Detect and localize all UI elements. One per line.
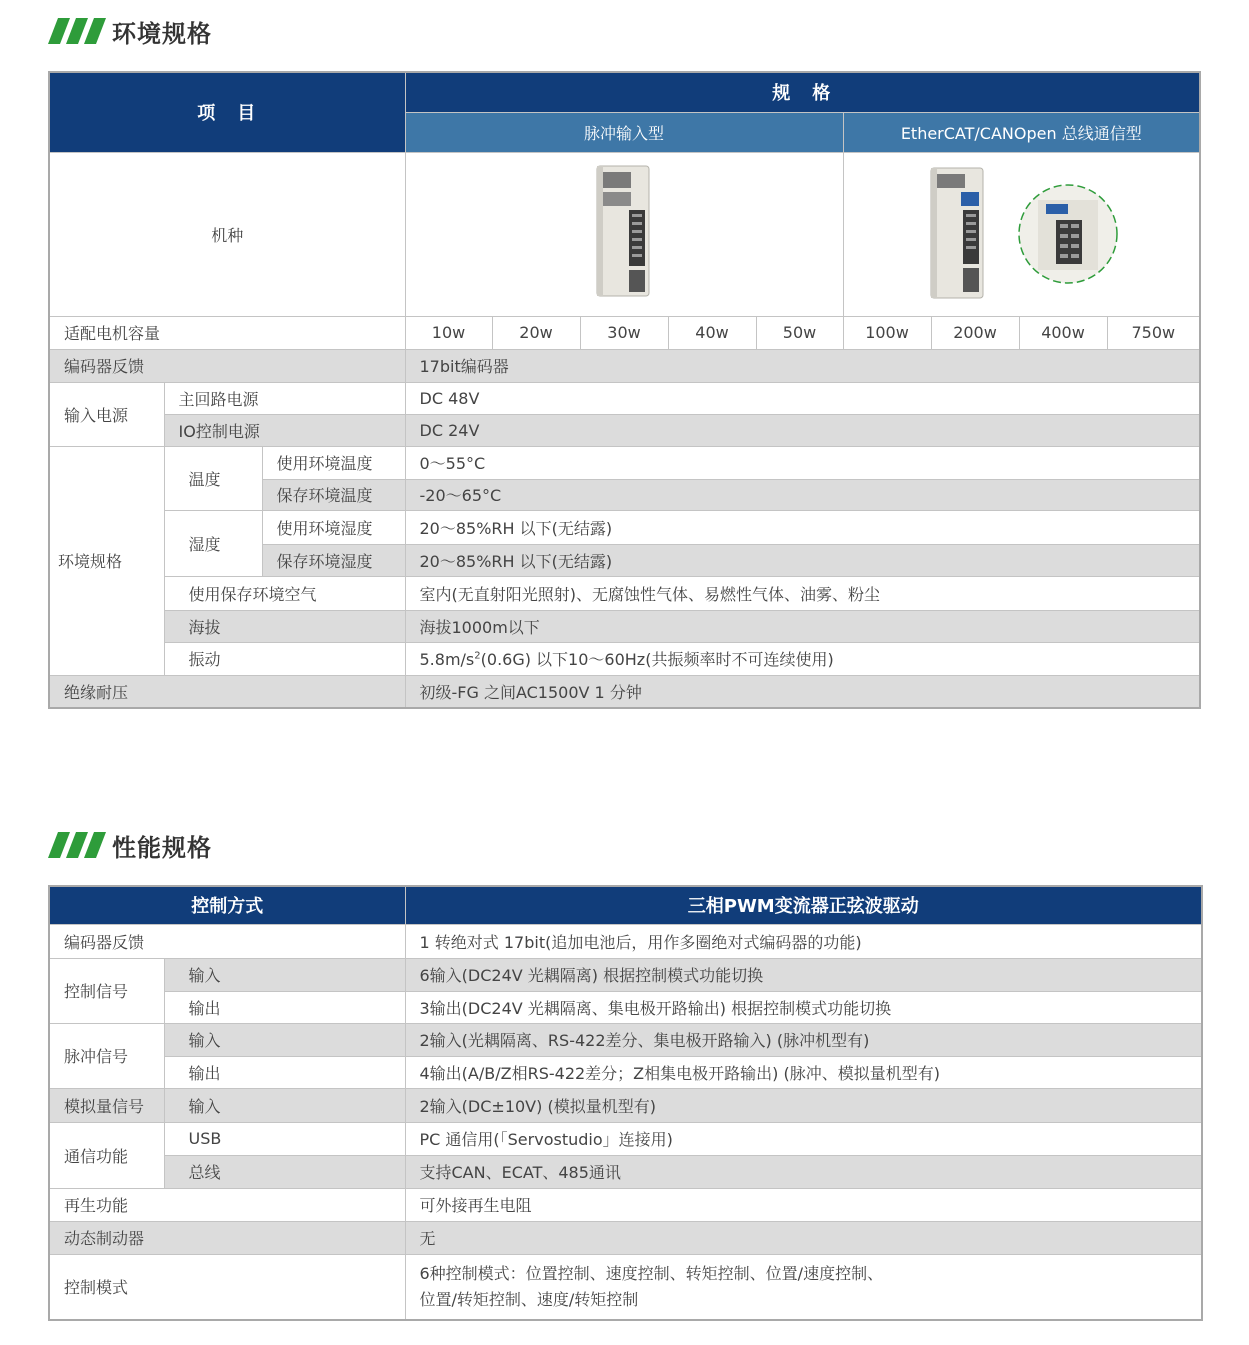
control-output-label: 输出 (164, 991, 405, 1023)
capacity-value: 100w (843, 316, 931, 349)
control-mode-line1: 6种控制模式：位置控制、速度控制、转矩控制、位置/速度控制、 (419, 1263, 884, 1283)
comm-label: 通信功能 (49, 1122, 164, 1188)
temp-label: 温度 (164, 446, 262, 510)
regen-label: 再生功能 (49, 1188, 405, 1221)
air-label: 使用保存环境空气 (164, 576, 405, 610)
stripes-logo-icon (48, 18, 106, 44)
humidity-use-value: 20～85%RH 以下(无结露) (405, 510, 1200, 544)
capacity-value: 400w (1019, 316, 1107, 349)
perf-header-left: 控制方式 (49, 886, 405, 924)
capacity-value: 10w (405, 316, 492, 349)
analog-input-value: 2输入(DC±10V) (模拟量机型有) (405, 1088, 1202, 1122)
dynamic-brake-label: 动态制动器 (49, 1221, 405, 1254)
env-section-title (48, 14, 212, 48)
control-input-value: 6输入(DC24V 光耦隔离) 根据控制模式功能切换 (405, 958, 1202, 991)
humidity-label: 湿度 (164, 510, 262, 576)
pulse-input-value: 2输入(光耦隔离、RS-422差分、集电极开路输入) (脉冲机型有) (405, 1023, 1202, 1056)
servo-drive-image (589, 162, 659, 302)
pulse-signal-label: 脉冲信号 (49, 1023, 164, 1088)
altitude-label: 海拔 (164, 610, 405, 642)
capacity-value: 30w (580, 316, 668, 349)
stripes-logo-icon (48, 832, 106, 858)
main-power-label: 主回路电源 (164, 382, 405, 414)
env-spec-table (48, 71, 1201, 709)
perf-section-title (48, 828, 212, 862)
pulse-input-label: 输入 (164, 1023, 405, 1056)
environment-label: 环境规格 (49, 446, 164, 675)
control-mode-label: 控制模式 (49, 1254, 405, 1320)
dynamic-brake-value: 无 (405, 1221, 1202, 1254)
pulse-drive-image (405, 152, 843, 316)
perf-spec-table (48, 885, 1203, 1321)
header-pulse-type: 脉冲输入型 (405, 112, 843, 152)
humidity-use-label: 使用环境湿度 (262, 510, 405, 544)
header-item: 项 目 (49, 72, 405, 152)
perf-title: 性能规格 (112, 833, 212, 862)
capacity-value: 50w (756, 316, 843, 349)
control-mode-value (405, 1254, 1202, 1320)
header-spec: 规 格 (405, 72, 1200, 112)
motor-capacity-label: 适配电机容量 (49, 316, 405, 349)
humidity-store-value: 20～85%RH 以下(无结露) (405, 544, 1200, 576)
perf-encoder-value: 1 转绝对式 17bit(追加电池后，用作多圈绝对式编码器的功能) (405, 924, 1202, 958)
temp-use-label: 使用环境温度 (262, 446, 405, 479)
analog-input-label: 输入 (164, 1088, 405, 1122)
main-power-value: DC 48V (405, 382, 1200, 414)
analog-signal-label: 模拟量信号 (49, 1088, 164, 1122)
perf-encoder-label: 编码器反馈 (49, 924, 405, 958)
insulation-value: 初级-FG 之间AC1500V 1 分钟 (405, 675, 1200, 708)
vibration-value-b: (0.6G) 以下10～60Hz(共振频率时不可连续使用) (480, 650, 834, 669)
bus-value: 支持CAN、ECAT、485通讯 (405, 1155, 1202, 1188)
control-output-value: 3输出(DC24V 光耦隔离、集电极开路输出) 根据控制模式功能切换 (405, 991, 1202, 1023)
temp-use-value: 0～55°C (405, 446, 1200, 479)
humidity-store-label: 保存环境湿度 (262, 544, 405, 576)
altitude-value: 海拔1000m以下 (405, 610, 1200, 642)
env-title: 环境规格 (112, 19, 212, 48)
drive-detail-zoom-image (1016, 182, 1120, 286)
capacity-value: 750w (1107, 316, 1200, 349)
capacity-value: 200w (931, 316, 1019, 349)
pulse-output-value: 4输出(A/B/Z相RS-422差分；Z相集电极开路输出) (脉冲、模拟量机型有) (405, 1056, 1202, 1088)
vibration-value-a: 5.8m/s (419, 650, 475, 669)
pulse-output-label: 输出 (164, 1056, 405, 1088)
model-label: 机种 (49, 152, 405, 316)
capacity-value: 20w (492, 316, 580, 349)
control-mode-line2: 位置/转矩控制、速度/转矩控制 (419, 1289, 639, 1309)
bus-drive-image (843, 152, 1200, 316)
servo-drive-bus-image (923, 164, 993, 304)
temp-store-label: 保存环境温度 (262, 479, 405, 510)
usb-value: PC 通信用(「Servostudio」连接用) (405, 1122, 1202, 1155)
capacity-value: 40w (668, 316, 756, 349)
encoder-label: 编码器反馈 (49, 349, 405, 382)
temp-store-value: -20～65°C (405, 479, 1200, 510)
vibration-value (405, 642, 1200, 675)
io-power-label: IO控制电源 (164, 414, 405, 446)
header-bus-type: EtherCAT/CANOpen 总线通信型 (843, 112, 1200, 152)
air-value: 室内(无直射阳光照射)、无腐蚀性气体、易燃性气体、油雾、粉尘 (405, 576, 1200, 610)
insulation-label: 绝缘耐压 (49, 675, 405, 708)
bus-label: 总线 (164, 1155, 405, 1188)
control-signal-label: 控制信号 (49, 958, 164, 1023)
power-label: 输入电源 (49, 382, 164, 446)
perf-header-right: 三相PWM变流器正弦波驱动 (405, 886, 1202, 924)
encoder-value: 17bit编码器 (405, 349, 1200, 382)
io-power-value: DC 24V (405, 414, 1200, 446)
control-input-label: 输入 (164, 958, 405, 991)
usb-label: USB (164, 1122, 405, 1155)
vibration-value-sup: 2 (474, 650, 481, 662)
vibration-label: 振动 (164, 642, 405, 675)
regen-value: 可外接再生电阻 (405, 1188, 1202, 1221)
